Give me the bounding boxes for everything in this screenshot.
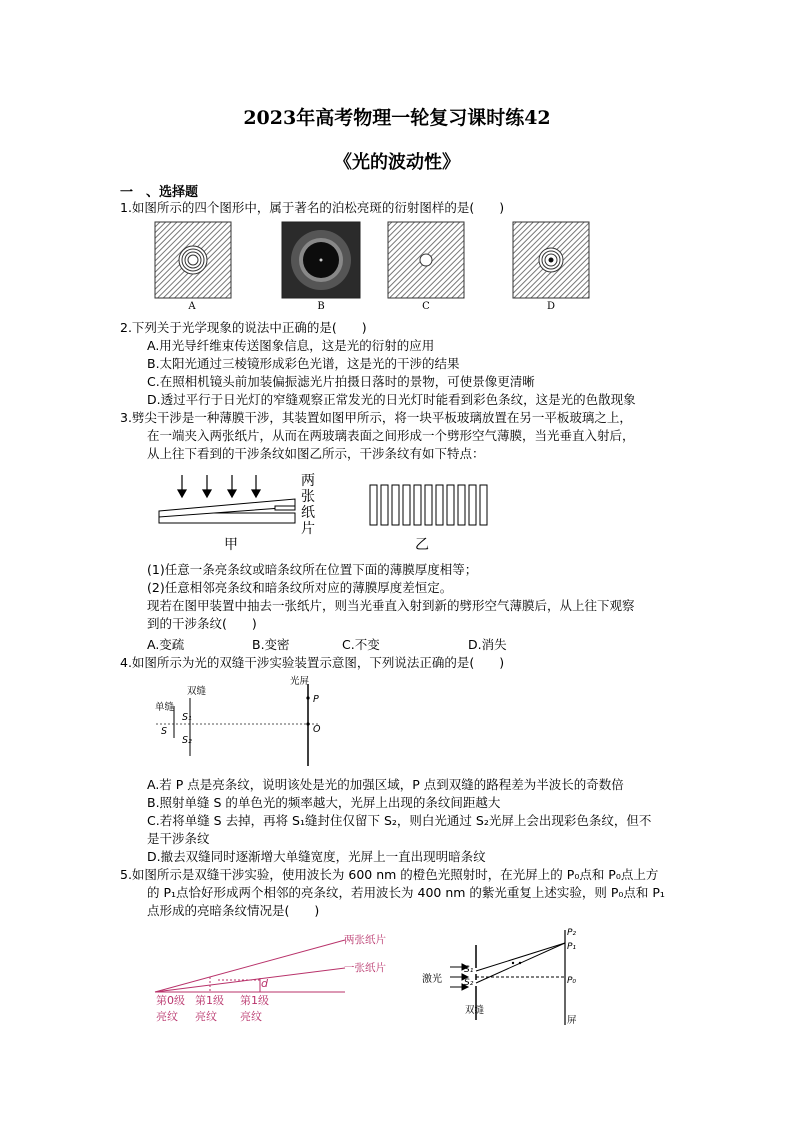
- q3-fig-label-jia: 甲: [224, 537, 238, 553]
- q3-figure-wedge: [155, 470, 500, 530]
- q3-stem-line-1: 3.劈尖干涉是一种薄膜干涉，其装置如图甲所示，将一块平板玻璃放置在另一平板玻璃之上，: [120, 410, 632, 425]
- q1-image-c: [388, 222, 464, 298]
- q5-label-screen: 屏: [567, 1015, 577, 1026]
- q5-stem-line-1: 5.如图所示是双缝干涉实验，使用波长为 600 nm 的橙色光照射时，在光屏上的 P₀点和 P₀点上方: [120, 867, 659, 882]
- q1-stem: 1.如图所示的四个图形中，属于著名的泊松亮斑的衍射图样的是( ): [120, 200, 505, 215]
- q3-paper-label-2: 张: [301, 489, 315, 505]
- q4-label-single-slit: 单缝: [155, 702, 175, 713]
- q1-label-b: B: [317, 301, 325, 312]
- q5-stem-line-2: 的 P₁点恰好形成两个相邻的亮条纹，若用波长为 400 nm 的紫光重复上述实验，则 P₀点和 P₁: [147, 885, 665, 900]
- section-heading: 一 、选择题: [120, 185, 199, 200]
- q1-label-c: C: [422, 301, 430, 312]
- q4-option-a: A.若 P 点是亮条纹，说明该处是光的加强区域，P 点到双缝的路程差为半波长的奇数倍: [147, 777, 624, 792]
- q4-option-b: B.照射单缝 S 的单色光的频率越大，光屏上出现的条纹间距越大: [147, 795, 501, 810]
- q4-label-s2: S₂: [182, 735, 192, 746]
- q4-option-c-line-1: C.若将单缝 S 去掉，再将 S₁缝封住仅留下 S₂，则白光通过 S₂光屏上会出现彩色条纹，但不: [147, 813, 652, 828]
- q5-label-p0: P₀: [567, 976, 577, 986]
- q1-label-a: A: [188, 301, 196, 312]
- document-title: 2023年高考物理一轮复习课时练42: [243, 107, 551, 129]
- q5-label-one-paper: 一张纸片: [344, 962, 386, 974]
- document-subtitle: 《光的波动性》: [334, 152, 460, 173]
- q3-ask-line-1: 现若在图甲装置中抽去一张纸片，则当光垂直入射到新的劈形空气薄膜后，从上往下观察: [147, 598, 635, 613]
- q2-option-d: D.透过平行于日光灯的窄缝观察正常发光的日光灯时能看到彩色条纹，这是光的色散现象: [147, 392, 636, 407]
- q1-image-a: [155, 222, 231, 298]
- q1-image-b: [282, 222, 360, 298]
- q4-option-d: D.撤去双缝同时逐渐增大单缝宽度，光屏上一直出现明暗条纹: [147, 849, 486, 864]
- q2-stem: 2.下列关于光学现象的说法中正确的是( ): [120, 320, 367, 335]
- q3-option-b: B.变密: [252, 637, 290, 652]
- q4-option-c-line-2: 是干涉条纹: [147, 831, 210, 846]
- q5-label-fringe1a-line1: 第1级: [195, 994, 224, 1007]
- q3-stem-line-3: 从上往下看到的干涉条纹如图乙所示，干涉条纹有如下特点：: [147, 446, 485, 461]
- q2-option-b: B.太阳光通过三棱镜形成彩色光谱，这是光的干涉的结果: [147, 356, 460, 371]
- q3-point-2: (2)任意相邻亮条纹和暗条纹所对应的薄膜厚度差恒定。: [147, 580, 453, 595]
- q5-label-s1: S₁: [464, 965, 474, 975]
- q5-label-s2: S₂: [464, 978, 474, 988]
- q4-label-s: S: [161, 726, 168, 737]
- q4-stem: 4.如图所示为光的双缝干涉实验装置示意图，下列说法正确的是( ): [120, 655, 505, 670]
- q5-label-fringe0-line2: 亮纹: [156, 1010, 178, 1023]
- q5-label-fringe1b-line2: 亮纹: [240, 1010, 262, 1023]
- q2-option-c: C.在照相机镜头前加装偏振滤光片拍摄日落时的景物，可使景像更清晰: [147, 374, 535, 389]
- q5-label-fringe0-line1: 第0级: [156, 994, 185, 1007]
- q3-paper-label-3: 纸: [301, 505, 315, 521]
- q4-label-double-slit: 双缝: [187, 686, 207, 697]
- q5-stem-line-3: 点形成的亮暗条纹情况是( ): [147, 903, 320, 918]
- q4-label-o: O: [313, 724, 321, 735]
- q4-figure: [148, 676, 338, 771]
- q5-label-d: d: [261, 977, 268, 990]
- q5-label-double-slit: 双缝: [465, 1005, 485, 1016]
- q3-point-1: (1)任意一条亮条纹或暗条纹所在位置下面的薄膜厚度相等；: [147, 562, 478, 577]
- q5-label-laser: 激光: [422, 974, 442, 985]
- q5-label-two-papers: 两张纸片: [344, 934, 386, 946]
- q5-label-fringe1b-line1: 第1级: [240, 994, 269, 1007]
- q4-label-s1: S₁: [182, 712, 192, 723]
- q3-stem-line-2: 在一端夹入两张纸片，从而在两玻璃表面之间形成一个劈形空气薄膜，当光垂直入射后，: [147, 428, 635, 443]
- q3-ask-line-2: 到的干涉条纹( ): [147, 616, 257, 631]
- q5-label-fringe1a-line2: 亮纹: [195, 1010, 217, 1023]
- q1-label-d: D: [546, 301, 556, 312]
- q1-figure: [150, 220, 590, 300]
- q1-image-d: [513, 222, 589, 298]
- q3-option-d: D.消失: [468, 637, 507, 652]
- q2-option-a: A.用光导纤维束传送图象信息，这是光的衍射的应用: [147, 338, 435, 353]
- q5-label-p2: P₂: [567, 928, 577, 938]
- q3-fig-label-yi: 乙: [415, 537, 429, 553]
- q5-label-p1: P₁: [567, 942, 577, 952]
- q3-option-a: A.变疏: [147, 637, 185, 652]
- q3-option-c: C.不变: [342, 637, 380, 652]
- q4-label-p: P: [313, 694, 319, 705]
- q3-paper-label-1: 两: [301, 473, 315, 489]
- q4-label-screen: 光屏: [290, 676, 310, 687]
- q3-paper-label-4: 片: [301, 521, 315, 537]
